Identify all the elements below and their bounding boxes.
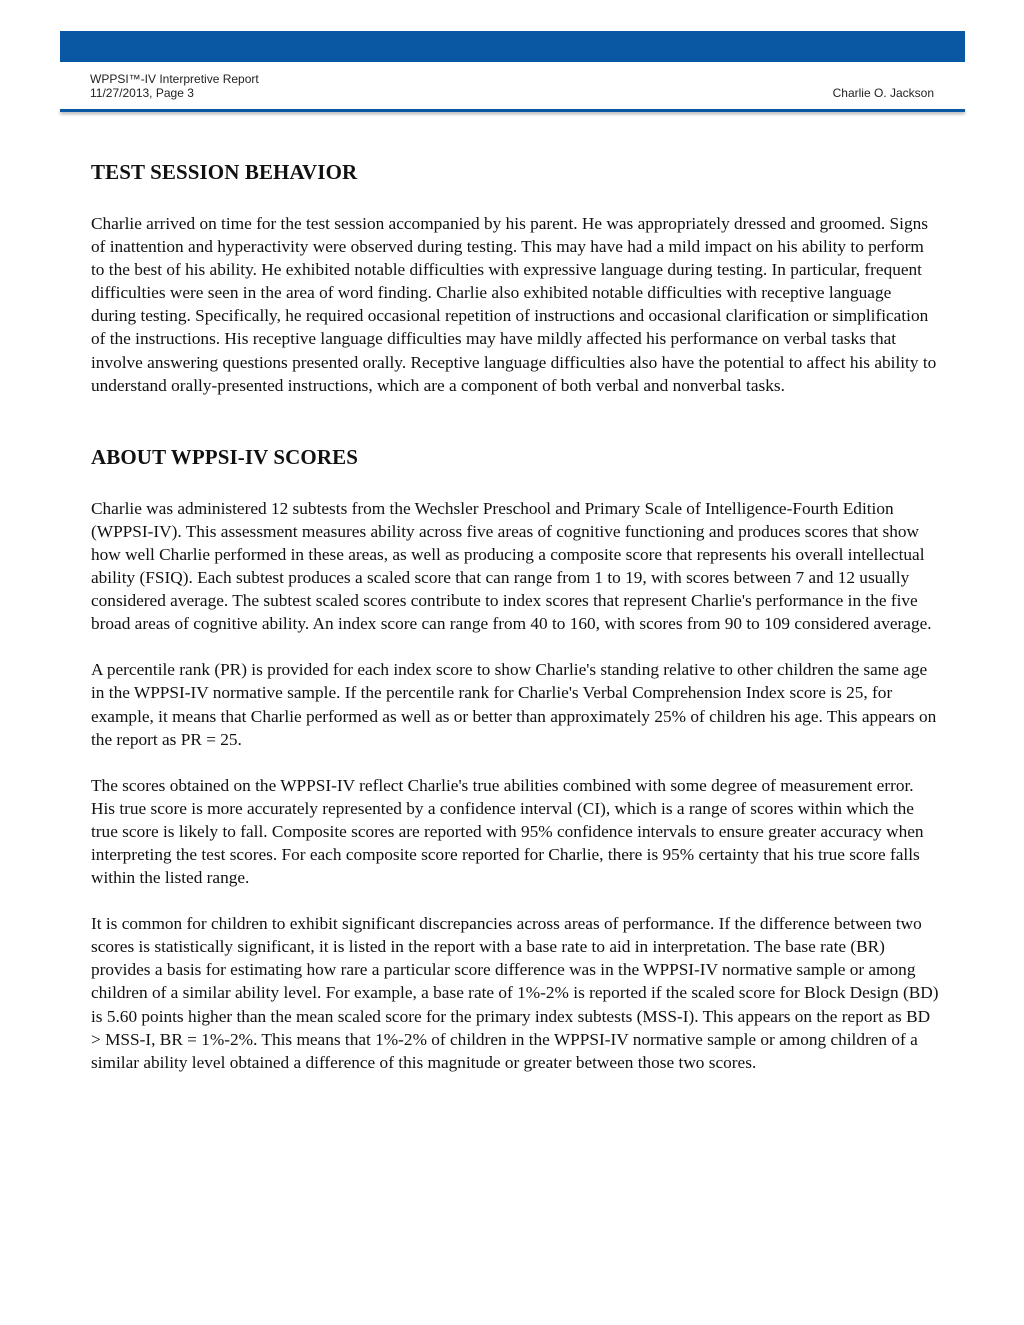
header-divider	[60, 109, 965, 112]
section-test-session-behavior	[91, 157, 939, 397]
date-page-label: 11/27/2013, Page 3	[90, 86, 194, 100]
paragraph: It is common for children to exhibit significant discrepancies across areas of performance. If the difference between two scores is statistically significant, it is listed in the report with a base rate to aid in interpretation. The base rate (BR) provides a basis for estimating how rare a particular score difference was in the WPPSI-IV normative sample or among children of a similar ability level. For example, a base rate of 1%-2% is reported if the scaled score for Block Design (BD) is 5.60 points higher than the mean scaled score for the primary index subtests (MSS-I). This appears on the report as BD > MSS-I, BR = 1%-2%. This means that 1%-2% of children in the WPPSI-IV normative sample or among children of a similar ability level obtained a difference of this magnitude or greater between those two scores.	[91, 914, 939, 1072]
examinee-name: Charlie O. Jackson	[832, 86, 934, 100]
paragraph: Charlie arrived on time for the test session accompanied by his parent. He was appropriately dressed and groomed. Signs of inattention and hyperactivity were observed during testing. This may have had a mild impact on his ability to perform to the best of his ability. He exhibited notable difficulties with expressive language during testing. In particular, frequent difficulties were seen in the area of word finding. Charlie also exhibited notable difficulties with receptive language during testing. Specifically, he required occasional repetition of instructions and occasional clarification or simplification of the instructions. His receptive language difficulties may have mildly affected his performance on verbal tasks that involve answering questions presented orally. Receptive language difficulties also have the potential to affect his ability to understand orally-presented instructions, which are a component of both verbal and nonverbal tasks.	[91, 214, 937, 395]
report-body	[91, 155, 939, 1074]
section-heading: ABOUT WPPSI-IV SCORES	[91, 444, 359, 469]
page-header	[90, 72, 934, 100]
paragraph: The scores obtained on the WPPSI-IV reflect Charlie's true abilities combined with some degree of measurement error. His true score is more accurately represented by a confidence interval (CI), which is a range of scores within which the true score is likely to fall. Composite scores are reported with 95% confidence intervals to ensure greater accuracy when interpreting the test scores. For each composite score reported for Charlie, there is 95% certainty that his true score falls within the listed range.	[91, 775, 924, 888]
section-heading: TEST SESSION BEHAVIOR	[91, 160, 358, 184]
section-about-scores	[91, 442, 939, 1074]
paragraph: A percentile rank (PR) is provided for each index score to show Charlie's standing relative to other children the same age in the WPPSI-IV normative sample. If the percentile rank for Charlie's Verbal Comprehension Index score is 25, for example, it means that Charlie performed as well as or better than approximately 25% of children his age. This appears on the report as PR = 25.	[91, 660, 937, 749]
header-color-bar	[60, 31, 965, 62]
report-title: WPPSI™-IV Interpretive Report	[90, 72, 259, 86]
paragraph: Charlie was administered 12 subtests from the Wechsler Preschool and Primary Scale of Intelligence-Fourth Edition (WPPSI-IV). This assessment measures ability across five areas of cognitive functioning and produces scores that show how well Charlie performed in these areas, as well as producing a composite score that represents his overall intellectual ability (FSIQ). Each subtest produces a scaled score that can range from 1 to 19, with scores between 7 and 12 usually considered average. The subtest scaled scores contribute to index scores that represent Charlie's performance in the five broad areas of cognitive ability. An index score can range from 40 to 160, with scores from 90 to 109 considered average.	[91, 498, 932, 634]
